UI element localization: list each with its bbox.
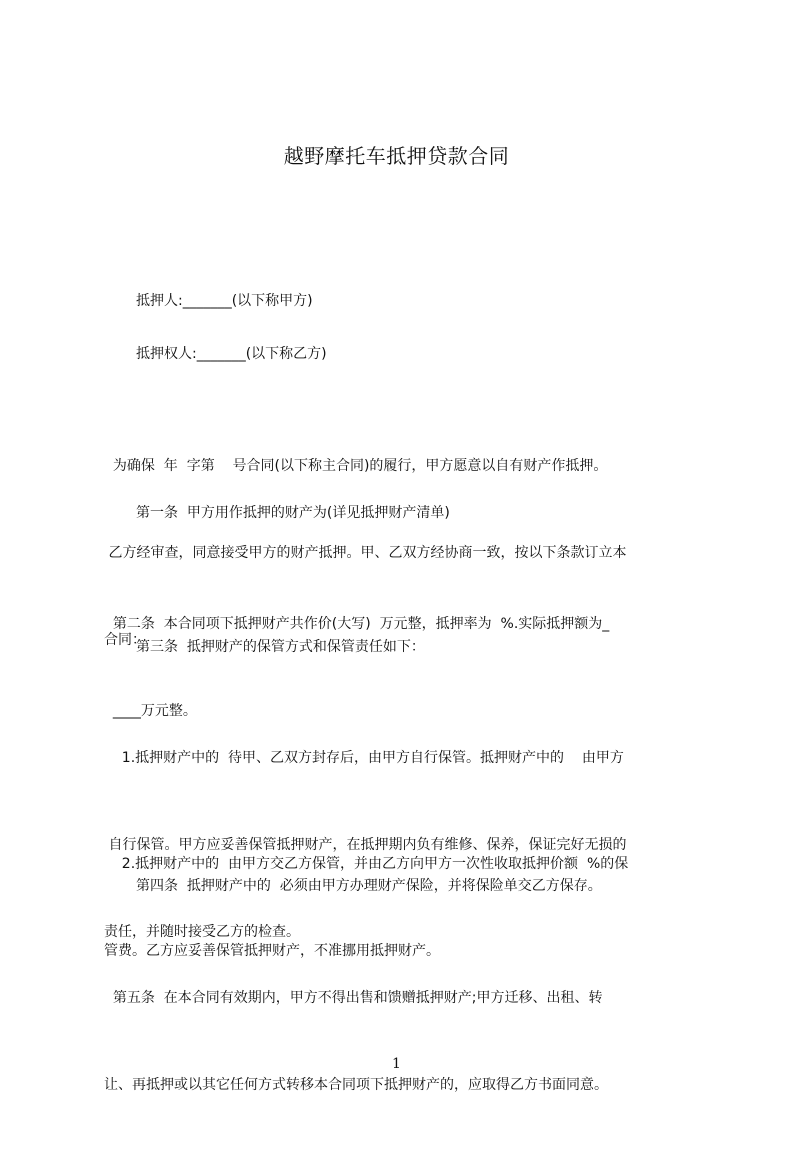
intro-line: 合同： xyxy=(104,632,146,648)
intro-line: 乙方经审查，同意接受甲方的财产抵押。甲、乙双方经协商一致，按以下条款订立本 xyxy=(104,545,627,561)
article-5-line: 第五条 在本合同有效期内，甲方不得出售和馈赠抵押财产;甲方迁移、出租、转 xyxy=(104,990,603,1006)
page-number: 1 xyxy=(392,1056,401,1072)
article-1: 第一条 甲方用作抵押的财产为(详见抵押财产清单) xyxy=(136,505,450,521)
article-2-line: ____万元整。 xyxy=(104,703,197,719)
item-2-line: 管费。乙方应妥善保管抵押财产，不准挪用抵押财产。 xyxy=(104,943,440,959)
article-4: 第四条 抵押财产中的 必须由甲方办理财产保险，并将保险单交乙方保存。 xyxy=(136,878,602,894)
intro-line: 为确保 年 字第 号合同(以下称主合同)的履行，甲方愿意以自有财产作抵押。 xyxy=(104,458,608,474)
article-5-line: 让、再抵押或以其它任何方式转移本合同项下抵押财产的，应取得乙方书面同意。 xyxy=(104,1077,608,1093)
item-1-line: 自行保管。甲方应妥善保管抵押财产，在抵押期内负有维修、保养，保证完好无损的 xyxy=(104,837,627,853)
item-1-line: 1.抵押财产中的 待甲、乙双方封存后，由甲方自行保管。抵押财产中的 由甲方 xyxy=(104,750,624,766)
mortgagee-line: 抵押权人:_______(以下称乙方) xyxy=(136,346,327,362)
mortgagor-line: 抵押人:_______(以下称甲方) xyxy=(136,293,313,309)
article-2-line: 第二条 本合同项下抵押财产共作价(大写) 万元整，抵押率为 %.实际抵押额为_ xyxy=(104,616,610,632)
document-title: 越野摩托车抵押贷款合同 xyxy=(283,144,510,168)
article-5 xyxy=(104,926,716,1158)
article-3: 第三条 抵押财产的保管方式和保管责任如下： xyxy=(136,639,425,655)
item-2-line: 2.抵押财产中的 由甲方交乙方保管，并由乙方向甲方一次性收取抵押价额 %的保 xyxy=(104,856,629,872)
item-1-line: 责任，并随时接受乙方的检查。 xyxy=(104,924,300,940)
